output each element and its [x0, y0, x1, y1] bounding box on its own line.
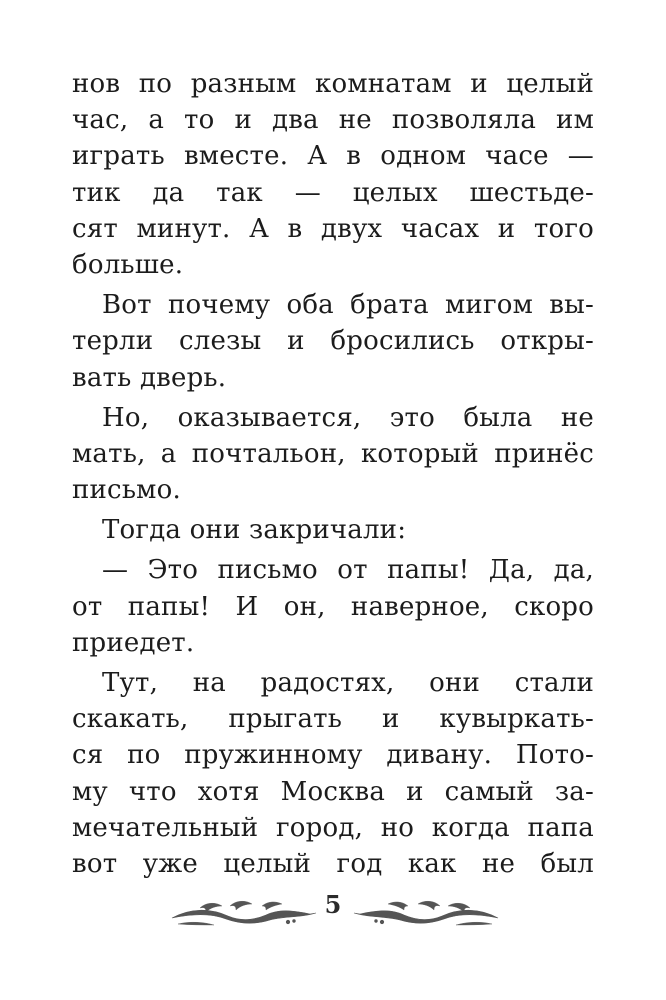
text-line: терли слезы и бросились откры-	[72, 326, 594, 357]
text-line: скакать, прыгать и кувыркать-	[72, 704, 594, 735]
text-line: ся по пружинному дивану. Пото-	[72, 740, 594, 771]
text-line: приедет.	[72, 627, 195, 658]
text-line: больше.	[72, 249, 184, 280]
text-line: письмо.	[72, 475, 181, 506]
text-line: мать, а почтальон, который принёс	[72, 438, 594, 469]
text-line: нов по разным комнатам и целый	[72, 69, 594, 99]
text-line: Вот почему оба брата мигом вы-	[102, 290, 594, 321]
text-line: час, а то и два не позволяла им	[72, 105, 594, 136]
page-footer	[0, 888, 666, 938]
text-line: от папы! И он, наверное, скоро	[72, 591, 594, 622]
text-line: Но, оказывается, это была не	[102, 402, 594, 433]
text-line: Тогда они закричали:	[102, 515, 407, 546]
text-line: вот уже целый год как не был	[72, 848, 594, 879]
text-line: сят минут. А в двух часах и того	[72, 213, 594, 244]
text-line: мечательный город, но когда папа	[72, 812, 594, 843]
text-line: Тут, на радостях, они стали	[102, 668, 594, 698]
text-line: вать дверь.	[72, 362, 227, 393]
text-line: тик да так — целых шестьде-	[72, 177, 594, 208]
text-line: му что хотя Москва и самый за-	[72, 776, 594, 807]
text-line: — Это письмо от папы! Да, да,	[102, 555, 594, 586]
text-line: играть вместе. А в одном часе —	[72, 141, 594, 172]
body-text	[72, 66, 594, 882]
page-number: 5	[324, 890, 342, 919]
ornament-right-icon	[350, 894, 500, 930]
